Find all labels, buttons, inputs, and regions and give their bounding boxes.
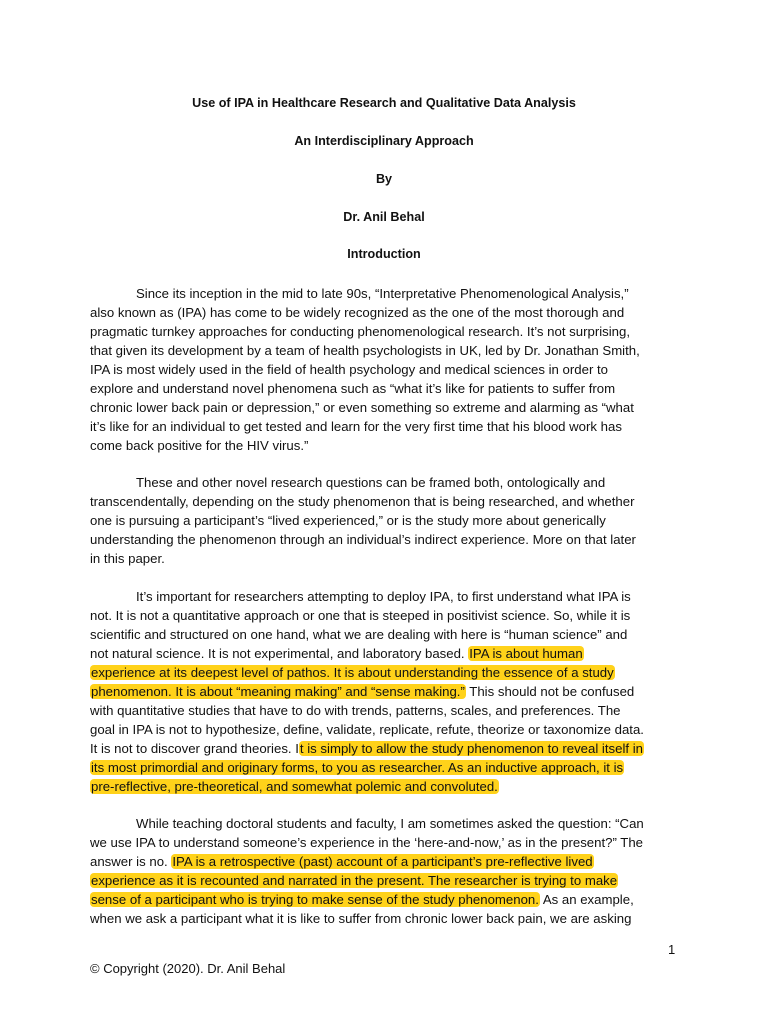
- paragraph-line: [90, 701, 680, 720]
- byline-label: By: [375, 172, 393, 186]
- paragraph-line: [90, 360, 680, 379]
- body-text: It is not to discover grand theories. I: [90, 741, 299, 756]
- paragraph-line: [90, 606, 680, 625]
- highlighted-text: experience as it is recounted and narrated in the present. The researcher is trying to make: [91, 873, 618, 888]
- highlighted-text: t is simply to allow the study phenomenon to reveal itself in: [299, 741, 643, 756]
- paragraph-line: [90, 625, 680, 644]
- paragraph-line: [90, 511, 680, 530]
- paragraph-line: [90, 890, 680, 909]
- paragraph-line: [90, 473, 680, 492]
- body-text: it’s like for an individual to get tested and learn for the very first time that his blood work has: [90, 419, 622, 434]
- body-text: also known as (IPA) has come to be widely recognized as the one of the most thorough and: [90, 305, 625, 320]
- copyright-footer: © Copyright (2020). Dr. Anil Behal: [90, 961, 286, 976]
- paragraph-line: [90, 871, 680, 890]
- body-text: pragmatic turnkey approaches for conducting phenomenological research. It’s not surprising,: [90, 324, 631, 339]
- document-title: Use of IPA in Healthcare Research and Qualitative Data Analysis: [192, 96, 576, 110]
- body-text: goal in IPA is not to hypothesize, define, validate, replicate, refute, theorize or taxonomize data.: [90, 722, 644, 737]
- body-text: with quantitative studies that have to do with trends, patterns, scales, and preferences. The: [90, 703, 621, 718]
- body-text: understanding the phenomenon through an individual’s indirect experience. More on that later: [90, 532, 636, 547]
- paragraph-4: [90, 814, 680, 928]
- body-text: transcendentally, depending on the study phenomenon that is being researched, and whether: [90, 494, 635, 509]
- paragraph-line: [90, 644, 680, 663]
- highlighted-text: IPA is about human: [469, 646, 583, 661]
- body-text: answer is no.: [90, 854, 172, 869]
- highlighted-text: experience at its deepest level of pathos. It is about understanding the essence of a study: [91, 665, 614, 680]
- body-text: that given its development by a team of health psychologists in UK, led by Dr. Jonathan Smith,: [90, 343, 640, 358]
- paragraph-line: [90, 398, 680, 417]
- paragraph-line: [90, 720, 680, 739]
- paragraph-line: [90, 758, 680, 777]
- body-text: not natural science. It is not experimental, and laboratory based.: [90, 646, 469, 661]
- paragraph-line: [90, 436, 680, 455]
- section-heading: Introduction: [347, 247, 421, 261]
- body-text: Since its inception in the mid to late 90s, “Interpretative Phenomenological Analysis,”: [136, 286, 629, 301]
- author-name: Dr. Anil Behal: [343, 210, 425, 224]
- paragraph-line: [90, 379, 680, 398]
- body-text: scientific and structured on one hand, what we are dealing with here is “human science” and: [90, 627, 628, 642]
- paragraph-3: [90, 587, 680, 796]
- highlighted-text: phenomenon. It is about “meaning making” and “sense making.”: [91, 684, 465, 699]
- body-text: not. It is not a quantitative approach or one that is steeped in positivist science. So, while it is: [90, 608, 631, 623]
- paragraph-line: [90, 852, 680, 871]
- body-text: in this paper.: [90, 551, 165, 566]
- body-text: This should not be confused: [465, 684, 635, 699]
- body-text: While teaching doctoral students and faculty, I am sometimes asked the question: “Can: [136, 816, 644, 831]
- paragraph-line: [90, 417, 680, 436]
- body-text: when we ask a participant what it is like to suffer from chronic lower back pain, we are asking: [90, 911, 632, 926]
- body-text: These and other novel research questions can be framed both, ontologically and: [136, 475, 606, 490]
- highlighted-text: IPA is a retrospective (past) account of a participant’s pre-reflective lived: [172, 854, 593, 869]
- body-text: explore and understand novel phenomena such as “what it’s like for patients to suffer from: [90, 381, 616, 396]
- highlighted-text: its most primordial and originary forms, to you as researcher. As an inductive approach, it is: [91, 760, 624, 775]
- body-text: As an example,: [539, 892, 634, 907]
- body-text: we use IPA to understand someone’s experience in the ‘here-and-now,’ as in the present?” The: [90, 835, 643, 850]
- paragraph-line: [90, 284, 680, 303]
- body-text: come back positive for the HIV virus.”: [90, 438, 309, 453]
- body-text: It’s important for researchers attempting to deploy IPA, to first understand what IPA is: [136, 589, 631, 604]
- paragraph-line: [90, 492, 680, 511]
- paragraph-1: [90, 284, 680, 455]
- highlighted-text: sense of a participant who is trying to make sense of the study phenomenon.: [91, 892, 539, 907]
- highlighted-text: pre-reflective, pre-theoretical, and somewhat polemic and convoluted.: [91, 779, 498, 794]
- paragraph-line: [90, 682, 680, 701]
- paragraph-line: [90, 587, 680, 606]
- paragraph-line: [90, 909, 680, 928]
- paragraph-line: [90, 833, 680, 852]
- paragraph-line: [90, 814, 680, 833]
- document-subtitle: An Interdisciplinary Approach: [294, 134, 474, 148]
- paragraph-line: [90, 530, 680, 549]
- body-text: IPA is most widely used in the field of health psychology and medical sciences in order to: [90, 362, 609, 377]
- paragraph-2: [90, 473, 680, 568]
- body-text: chronic lower back pain or depression,” or even something so extreme and alarming as “what: [90, 400, 634, 415]
- paragraph-line: [90, 549, 680, 568]
- paragraph-line: [90, 663, 680, 682]
- body-text: one is pursuing a participant’s “lived experienced,” or is the study more about generically: [90, 513, 606, 528]
- paragraph-line: [90, 341, 680, 360]
- paragraph-line: [90, 777, 680, 796]
- paragraph-line: [90, 739, 680, 758]
- page-number: 1: [668, 942, 676, 957]
- paragraph-line: [90, 303, 680, 322]
- paragraph-line: [90, 322, 680, 341]
